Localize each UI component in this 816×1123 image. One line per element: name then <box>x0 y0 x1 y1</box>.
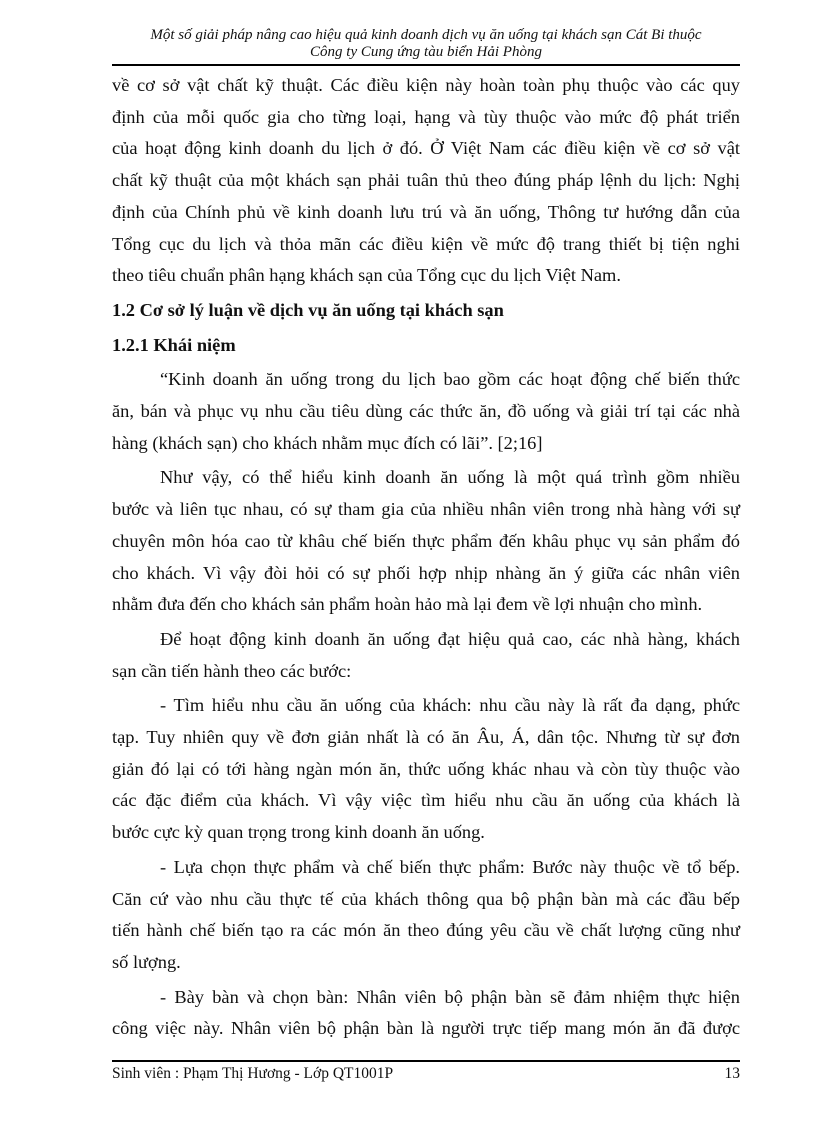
text-line: định của mỗi quốc gia cho từng loại, hạng và tùy thuộc vào mức độ phát triển <box>112 106 740 127</box>
text-line: hàng (khách sạn) cho khách nhằm mục đích có lãi”. [2;16] <box>112 432 543 453</box>
text-line: cho khách. Vì vậy đòi hỏi có sự phối hợp nhịp nhàng ăn ý giữa các nhân viên <box>112 562 740 583</box>
section-heading: 1.2 Cơ sở lý luận về dịch vụ ăn uống tại khách sạn <box>112 299 504 320</box>
subsection-heading: 1.2.1 Khái niệm <box>112 334 236 355</box>
header-line-2: Công ty Cung ứng tàu biển Hải Phòng <box>310 44 542 60</box>
paragraph-6 <box>112 852 740 979</box>
text-line: về cơ sở vật chất kỹ thuật. Các điều kiện này hoàn toàn phụ thuộc vào các quy <box>112 75 740 95</box>
text-line: nhằm đưa đến cho khách sản phẩm hoàn hảo mà lại đem về lợi nhuận cho mình. <box>112 594 703 615</box>
footer-author: Sinh viên : Phạm Thị Hương - Lớp QT1001P <box>112 1065 394 1082</box>
text-line: “Kinh doanh ăn uống trong du lịch bao gồm các hoạt động chế biến thức <box>160 369 740 390</box>
text-line: của hoạt động kinh doanh du lịch ở đó. Ở Việt Nam các điều kiện về cơ sở vật <box>112 138 740 159</box>
footer-divider <box>112 1060 740 1062</box>
text-line: định của Chính phủ về kinh doanh lưu trú và ăn uống, Thông tư hướng dẫn của <box>112 201 740 222</box>
page-body <box>112 70 740 1048</box>
text-line: số lượng. <box>112 951 181 972</box>
text-line: Như vậy, có thể hiểu kinh doanh ăn uống là một quá trình gồm nhiều <box>160 467 740 488</box>
paragraph-2 <box>112 364 740 459</box>
text-line: Tổng cục du lịch và thỏa mãn các điều kiện về mức độ trang thiết bị tiện nghi <box>112 233 740 254</box>
header-divider <box>112 64 740 66</box>
text-line: Để hoạt động kinh doanh ăn uống đạt hiệu quả cao, các nhà hàng, khách <box>160 628 740 649</box>
text-line: - Tìm hiểu nhu cầu ăn uống của khách: nhu cầu này là rất đa dạng, phức <box>160 695 740 716</box>
page-number: 13 <box>724 1065 740 1082</box>
paragraph-4 <box>112 624 740 687</box>
text-line: Căn cứ vào nhu cầu thực tế của khách thông qua bộ phận bàn mà các đầu bếp <box>112 888 740 909</box>
text-line: bước cực kỳ quan trọng trong kinh doanh ăn uống. <box>112 822 485 843</box>
text-line: tiến hành chế biến tạo ra các món ăn theo đúng yêu cầu về chất lượng cũng như <box>112 920 740 941</box>
text-line: các đặc điểm của khách. Vì vậy việc tìm hiểu nhu cầu ăn uống của khách là <box>112 790 740 811</box>
paragraph-1 <box>112 70 740 292</box>
text-line: - Bày bàn và chọn bàn: Nhân viên bộ phận bàn sẽ đảm nhiệm thực hiện <box>160 986 740 1007</box>
paragraph-5 <box>112 690 740 849</box>
text-line: theo tiêu chuẩn phân hạng khách sạn của Tổng cục du lịch Việt Nam. <box>112 265 621 286</box>
text-line: công việc này. Nhân viên bộ phận bàn là người trực tiếp mang món ăn đã được <box>112 1018 740 1039</box>
text-line: giản đó lại có tới hàng ngàn món ăn, thức uống khác nhau và còn tùy thuộc vào <box>112 758 740 779</box>
header-line-1: Một số giải pháp nâng cao hiệu quả kinh doanh dịch vụ ăn uống tại khách sạn Cát Bi thuộc <box>150 27 702 43</box>
text-line: ăn, bán và phục vụ nhu cầu tiêu dùng các thức ăn, đồ uống và giải trí tại các nhà <box>112 401 740 422</box>
paragraph-3 <box>112 462 740 621</box>
text-line: - Lựa chọn thực phẩm và chế biến thực phẩm: Bước này thuộc về tổ bếp. <box>160 856 740 877</box>
text-line: sạn cần tiến hành theo các bước: <box>112 660 352 681</box>
running-header <box>112 27 740 61</box>
text-line: bước và liên tục nhau, có sự tham gia của nhiều nhân viên trong nhà hàng với sự <box>112 499 740 520</box>
text-line: tạp. Tuy nhiên quy về đơn giản nhất là có ăn Âu, Á, dân tộc. Nhưng từ sự đơn <box>112 727 740 748</box>
text-line: chất kỹ thuật của một khách sạn phải tuân thủ theo đúng pháp lệnh du lịch: Nghị <box>112 170 740 191</box>
text-line: chuyên môn hóa cao từ khâu chế biến thực phẩm đến khâu phục vụ sản phẩm đó <box>112 530 740 551</box>
paragraph-7 <box>112 982 740 1045</box>
